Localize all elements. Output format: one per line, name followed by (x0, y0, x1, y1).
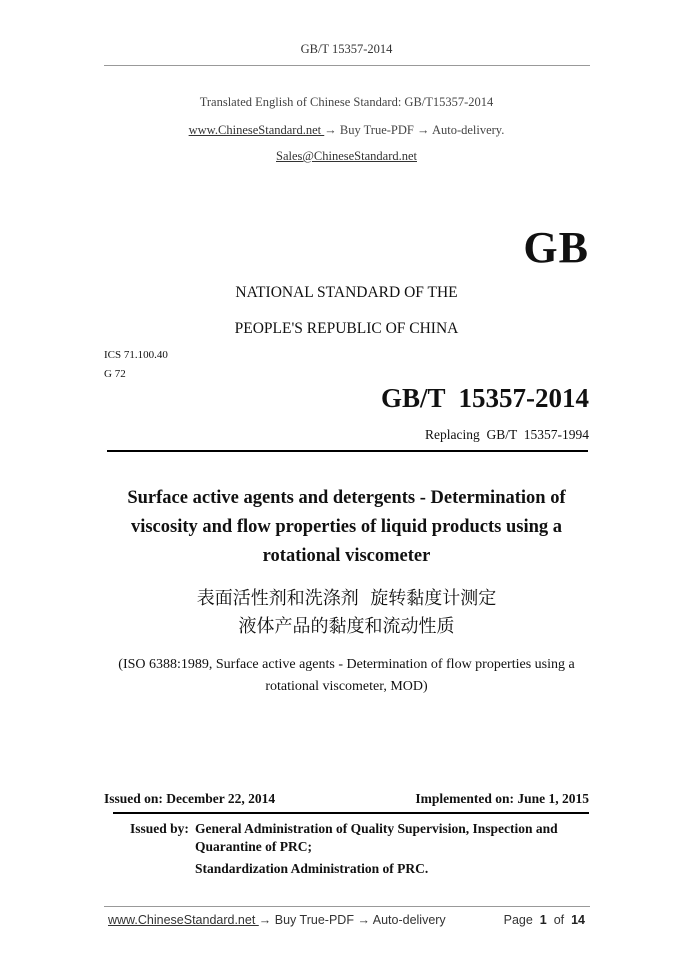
gb-logo-mark: GB (523, 223, 589, 272)
iso-reference: (ISO 6388:1989, Surface active agents - Determination of flow properties using a rotational viscometer, MOD) (118, 657, 575, 694)
translation-notice: Translated English of Chinese Standard: GB/T15357-2014 (199, 95, 494, 109)
email-line (0, 149, 693, 164)
chinese-title (0, 585, 693, 641)
arrow-right-icon: → (417, 123, 430, 137)
issuer-line1: General Administration of Quality Supervision, Inspection and (195, 821, 558, 836)
purchase-line (0, 123, 693, 138)
national-standard-line2: PEOPLE'S REPUBLIC OF CHINA (234, 320, 459, 337)
auto-delivery-text: Auto-delivery. (431, 123, 505, 137)
standard-number: GB/T 15357-2014 (380, 383, 589, 413)
page-of: of (553, 913, 565, 927)
page-current: 1 (539, 913, 547, 927)
email-link[interactable]: Sales@ChineseStandard.net (276, 149, 417, 163)
issuer-line2: Quarantine of PRC; (195, 839, 312, 854)
arrow-right-icon: → (258, 913, 272, 927)
title-divider (107, 450, 588, 452)
footer-site-link[interactable]: www.ChineseStandard.net (108, 913, 259, 927)
dates-divider (113, 812, 589, 814)
issued-by-label: Issued by: (130, 821, 189, 836)
english-title: Surface active agents and detergents - Determination of viscosity and flow properties of liquid products using a rotational viscometer (127, 488, 566, 566)
footer-divider (104, 906, 590, 907)
page-number (504, 913, 585, 927)
replacing-note: Replacing GB/T 15357-1994 (425, 427, 589, 442)
page-label: Page (503, 913, 533, 927)
national-standard-line1: NATIONAL STANDARD OF THE (235, 284, 458, 301)
header-divider (104, 65, 590, 66)
issued-date: Issued on: December 22, 2014 (104, 791, 276, 806)
arrow-right-icon: → (324, 123, 337, 137)
running-header: GB/T 15357-2014 (300, 42, 393, 56)
arrow-right-icon: → (357, 913, 370, 927)
chinese-title-line1: 表面活性剂和洗涤剂 旋转黏度计测定 (196, 588, 497, 609)
implemented-date: Implemented on: June 1, 2015 (415, 791, 589, 806)
footer-purchase-line (108, 913, 446, 927)
footer-auto-text: Auto-delivery (372, 913, 446, 927)
site-link[interactable]: www.ChineseStandard.net (188, 123, 325, 137)
issuer-line3: Standardization Administration of PRC. (195, 861, 429, 876)
ccs-code: G 72 (104, 368, 126, 380)
page-total: 14 (571, 913, 585, 927)
buy-pdf-text: Buy True-PDF (339, 123, 414, 137)
footer-buy-text: Buy True-PDF (274, 913, 354, 927)
ics-code: ICS 71.100.40 (104, 349, 168, 361)
chinese-title-line2: 液体产品的黏度和流动性质 (238, 616, 455, 637)
